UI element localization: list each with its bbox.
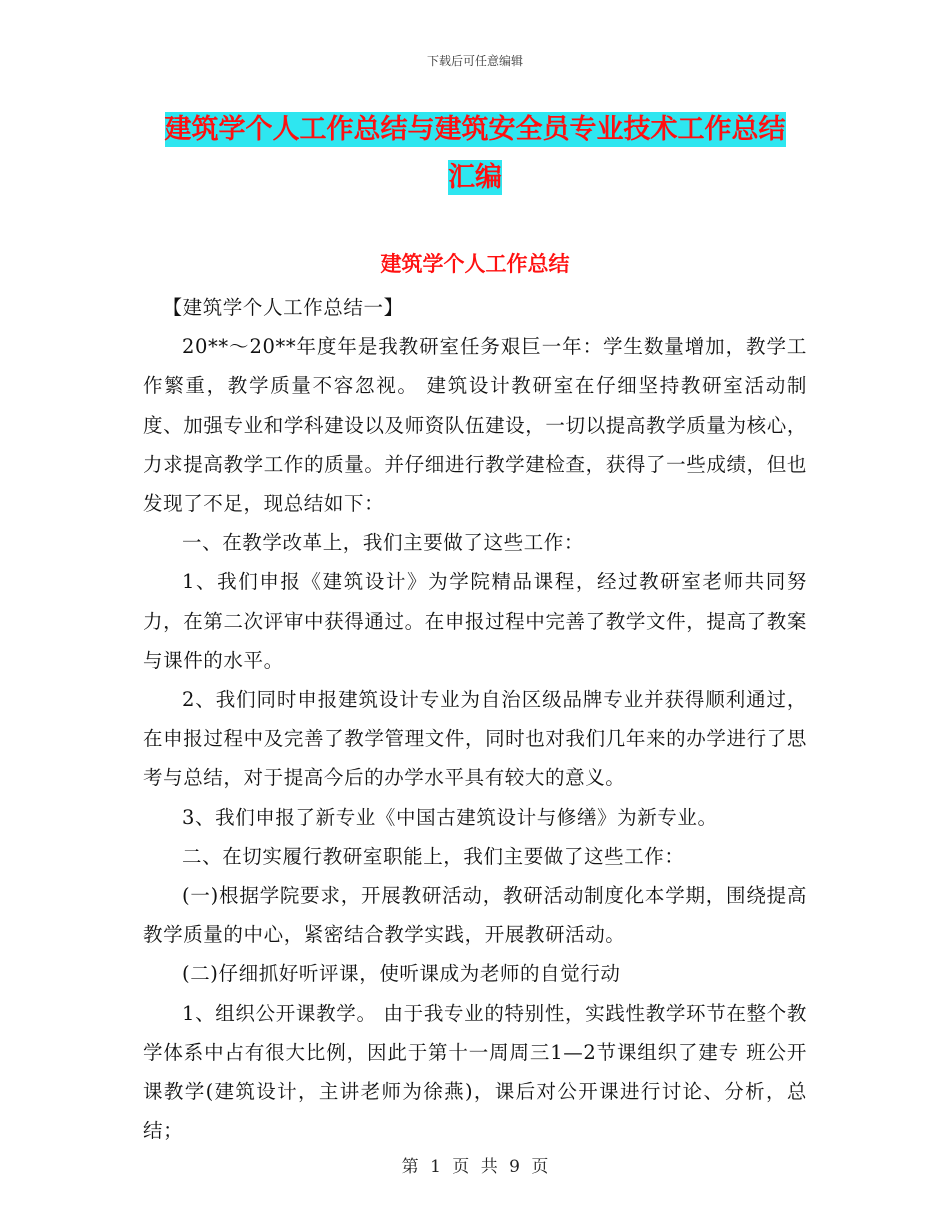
header-note: 下载后可任意编辑	[426, 54, 523, 68]
document-title-line-1: 建筑学个人工作总结与建筑安全员专业技术工作总结	[164, 114, 786, 145]
paragraph: 二、在切实履行教研室职能上，我们主要做了这些工作：	[182, 844, 685, 868]
paragraph: 1、组织公开课教学。 由于我专业的特别性，实践性教学环节在整个教学体系中占有很大比例，因此于第十一周周三1—2节课组织了建专 班公开课教学(建筑设计，主讲老师为徐燕)，课后对公开课进行讨论、分析，总结；	[143, 1001, 807, 1143]
document-body	[143, 288, 807, 1150]
paragraph: (一)根据学院要求，开展教研活动，教研活动制度化本学期，围绕提高教学质量的中心，紧密结合教学实践，开展教研活动。	[143, 884, 807, 947]
document-title-line-2: 汇编	[448, 162, 502, 193]
document-title	[150, 106, 800, 202]
paragraph: 2、我们同时申报建筑设计专业为自治区级品牌专业并获得顺利通过，在申报过程中及完善了教学管理文件，同时也对我们几年来的办学进行了思考与总结，对于提高今后的办学水平具有较大的意义。	[143, 688, 807, 790]
paragraph: 20**～20**年度年是我教研室任务艰巨一年：学生数量增加，教学工作繁重，教学质量不容忽视。 建筑设计教研室在仔细坚持教研室活动制度、加强专业和学科建设以及师资队伍建设，一切以提高教学质量为核心，力求提高教学工作的质量。并仔细进行教学建检查，获得了一些成绩，但也发现了不足，现总结如下：	[143, 335, 807, 516]
section-title: 建筑学个人工作总结	[380, 252, 570, 276]
paragraph: 3、我们申报了新专业《中国古建筑设计与修缮》为新专业。	[182, 805, 718, 829]
paragraph-heading: 【建筑学个人工作总结一】	[162, 296, 404, 319]
page-number-footer: 第 1 页 共 9 页	[401, 1157, 549, 1177]
paragraph: 1、我们申报《建筑设计》为学院精品课程，经过教研室老师共同努力，在第二次评审中获得通过。在申报过程中完善了教学文件，提高了教案与课件的水平。	[143, 570, 807, 672]
paragraph: (二)仔细抓好听评课，使听课成为老师的自觉行动	[182, 962, 621, 986]
paragraph: 一、在教学改革上，我们主要做了这些工作：	[182, 531, 585, 555]
